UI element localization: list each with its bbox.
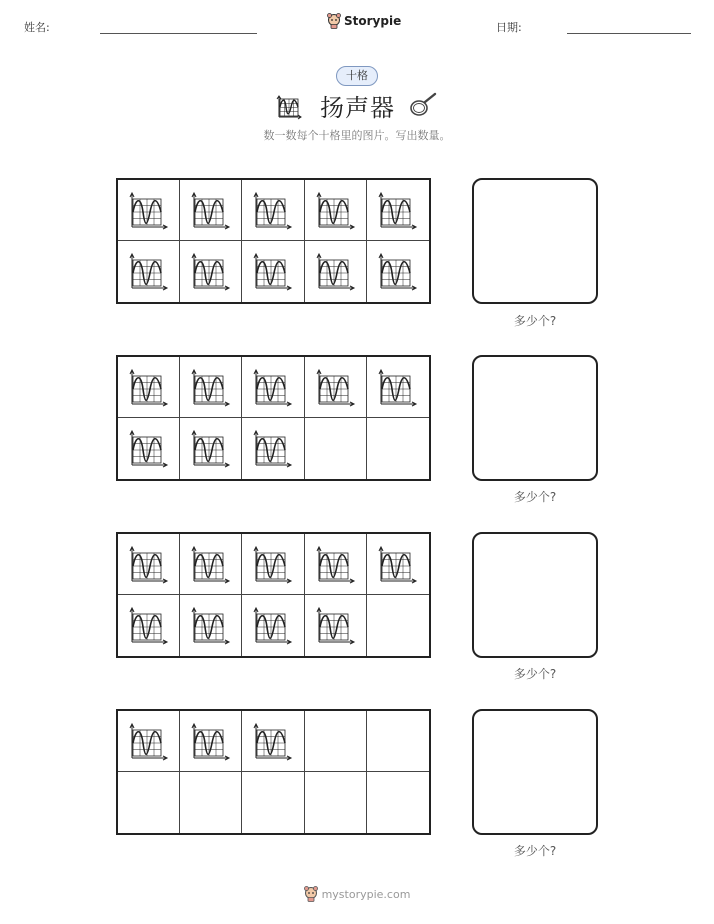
how-many-label-1: 多少个? bbox=[513, 314, 557, 328]
frame-cell bbox=[242, 241, 304, 302]
footer bbox=[0, 886, 714, 902]
frame-cell bbox=[118, 180, 180, 241]
ten-frame-2 bbox=[116, 355, 431, 481]
frame-cell bbox=[305, 241, 367, 302]
frame-cell bbox=[242, 534, 304, 595]
how-many-label-4: 多少个? bbox=[513, 844, 557, 858]
instruction-text: 数一数每个十格里的图片。写出数量。 bbox=[263, 129, 451, 142]
frame-cell bbox=[305, 357, 367, 418]
name-label: 姓名: bbox=[24, 21, 50, 34]
frame-cell bbox=[118, 534, 180, 595]
frame-cell bbox=[180, 357, 242, 418]
frame-cell bbox=[118, 772, 180, 833]
page-title: 扬声器 bbox=[320, 94, 395, 122]
footer-site[interactable]: mystorypie.com bbox=[321, 887, 411, 901]
answer-box-1[interactable] bbox=[472, 178, 598, 304]
frame-cell bbox=[367, 595, 429, 656]
frame-cell bbox=[305, 595, 367, 656]
frame-cell bbox=[242, 180, 304, 241]
frying-pan-icon bbox=[408, 92, 438, 120]
frame-cell bbox=[242, 418, 304, 479]
frame-cell bbox=[180, 241, 242, 302]
answer-box-2[interactable] bbox=[472, 355, 598, 481]
how-many-label-2: 多少个? bbox=[513, 490, 557, 504]
brand-logo bbox=[327, 13, 401, 29]
frame-cell bbox=[180, 418, 242, 479]
frame-cell bbox=[305, 772, 367, 833]
name-write-line[interactable] bbox=[100, 33, 257, 34]
frame-cell bbox=[305, 418, 367, 479]
date-write-line[interactable] bbox=[567, 33, 691, 34]
frame-cell bbox=[242, 595, 304, 656]
frame-cell bbox=[180, 772, 242, 833]
frame-cell bbox=[180, 180, 242, 241]
ten-frame-1 bbox=[116, 178, 431, 304]
frame-cell bbox=[180, 711, 242, 772]
frame-cell bbox=[118, 357, 180, 418]
frame-cell bbox=[118, 241, 180, 302]
ten-frame-3 bbox=[116, 532, 431, 658]
frame-cell bbox=[242, 357, 304, 418]
frame-cell bbox=[305, 534, 367, 595]
oscilloscope-wave-icon bbox=[276, 94, 302, 120]
frame-cell bbox=[367, 711, 429, 772]
frame-cell bbox=[367, 357, 429, 418]
frame-cell bbox=[118, 595, 180, 656]
ten-frame-tag: 十格 bbox=[336, 66, 378, 86]
how-many-label-3: 多少个? bbox=[513, 667, 557, 681]
frame-cell bbox=[242, 711, 304, 772]
frame-cell bbox=[242, 772, 304, 833]
storypie-mascot-icon bbox=[304, 886, 318, 902]
frame-cell bbox=[118, 711, 180, 772]
date-label: 日期: bbox=[496, 21, 522, 34]
storypie-mascot-icon bbox=[327, 13, 341, 29]
brand-name: Storypie bbox=[344, 14, 402, 28]
frame-cell bbox=[367, 772, 429, 833]
frame-cell bbox=[180, 595, 242, 656]
answer-box-3[interactable] bbox=[472, 532, 598, 658]
frame-cell bbox=[305, 180, 367, 241]
frame-cell bbox=[367, 241, 429, 302]
answer-box-4[interactable] bbox=[472, 709, 598, 835]
frame-cell bbox=[367, 534, 429, 595]
frame-cell bbox=[367, 418, 429, 479]
frame-cell bbox=[367, 180, 429, 241]
frame-cell bbox=[180, 534, 242, 595]
frame-cell bbox=[118, 418, 180, 479]
ten-frame-4 bbox=[116, 709, 431, 835]
frame-cell bbox=[305, 711, 367, 772]
